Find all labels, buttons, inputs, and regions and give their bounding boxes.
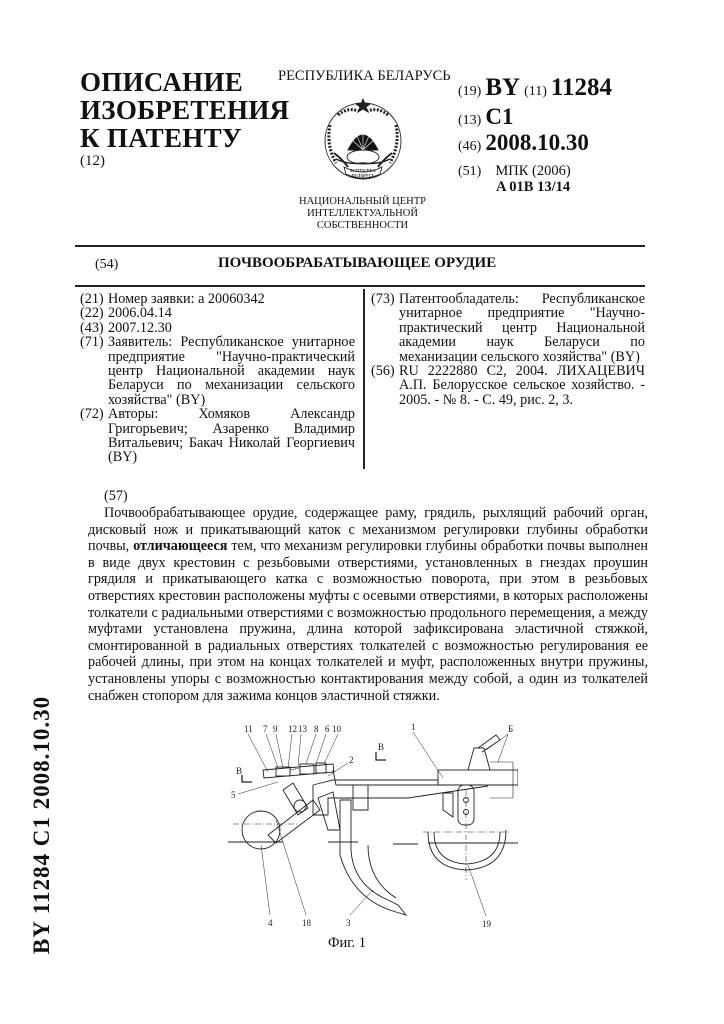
ipc-row (458, 162, 571, 180)
country-code: BY (485, 74, 521, 101)
patent-number: 11284 (550, 74, 612, 101)
section-mark-right: В (378, 742, 385, 752)
depth-adjust-mechanism (263, 764, 334, 778)
inid-11: (11) (524, 84, 547, 99)
office-name (290, 196, 435, 232)
label-8: 8 (314, 724, 319, 734)
label-13: 13 (298, 724, 307, 734)
office-name-line-1: НАЦИОНАЛЬНЫЙ ЦЕНТР (298, 196, 426, 207)
label-12: 12 (288, 724, 297, 734)
biblio-item-73: (73) Патентообладатель: Республиканское унитарное предприятие "Научно-практический центр Национальной академии наук Беларуси по механизации сельского хозяйства" (BY) (371, 291, 645, 365)
ground-lines (228, 842, 518, 844)
biblio-item-71: (71) Заявитель: Республиканское унитарное предприятие "Научно-практический центр Национальной академии наук Беларуси по механизации сельского хозяйства" (BY) (80, 334, 355, 408)
state-emblem-icon (318, 95, 408, 187)
ipc-label: МПК (2006) (495, 163, 571, 179)
emblem-text-2: БЕЛАРУСЬ (351, 173, 375, 178)
document-title-line-2: ИЗОБРЕТЕНИЯ (80, 95, 290, 125)
label-B-tower: Б (508, 724, 514, 734)
label-4: 4 (268, 918, 273, 928)
frame-beam (438, 770, 518, 785)
office-name-line-3: СОБСТВЕННОСТИ (316, 220, 409, 231)
side-identifier: BY 11284 C1 2008.10.30 (29, 695, 54, 955)
label-3: 3 (346, 918, 351, 928)
publication-date-row (458, 130, 589, 156)
invention-title: ПОЧВООБРАБАТЫВАЮЩЕЕ ОРУДИЕ (218, 255, 497, 271)
divider-bottom (75, 285, 645, 287)
country-number-row (458, 74, 612, 102)
biblio-item-72: (72) Авторы: Хомяков Александр Григорьевич; Азаренко Владимир Витальевич; Бакач Николай Георгиевич (BY) (80, 406, 355, 466)
section-mark-left: В (236, 766, 243, 776)
label-19: 19 (482, 919, 491, 929)
label-7: 7 (263, 724, 268, 734)
biblio-item-22: (22) 2006.04.14 (80, 305, 172, 322)
emblem-text-1: ЕСПУБЛІКА (350, 168, 376, 173)
kind-code: (12) (80, 153, 105, 169)
label-18: 18 (302, 918, 311, 928)
abstract-text: Почвообрабатывающее орудие, содержащее раму, грядиль, рыхлящий рабочий орган, дисковый нож и прикатывающий каток с механизмом регулировки глубины обработки почвы, отличающееся тем, что механизм регулировки глубины обработки почвы выполнен в виде двух крестовин с резьбовыми отверстиями, установленных в гнездах проушин грядиля и прикатывающего катка с возможностью поворота, при этом в резьбовых отверстиях крестовин расположены муфты с осевыми отверстиями, в которых расположены толкатели с радиальными отверстиями с возможностью продольного перемещения, а между муфтами установлена пружина, длина которой зафиксирована эластичной стяжкой, смонтированной в радиальных отверстиях толкателей с возможностью регулирования ее рабочей длины, при этом на концах толкателей и муфт, расположенных внутри пружины, установлены упоры с возможностью контактирования между собой, а один из толкателей снабжен стопором для зажима концов эластичной стяжки. (88, 505, 649, 704)
label-6: 6 (325, 724, 330, 734)
figure-caption: Фиг. 1 (328, 935, 367, 951)
office-name-line-2: ИНТЕЛЛЕКТУАЛЬНОЙ (307, 208, 418, 219)
figure-1-drawing (228, 720, 518, 940)
inid-57: (57) (104, 488, 128, 504)
hitch-tower (468, 748, 490, 770)
label-9: 9 (273, 724, 278, 734)
inid-46: (46) (458, 139, 482, 154)
part-labels (231, 722, 513, 929)
kind-row (458, 104, 513, 130)
document-title-line-1: ОПИСАНИЕ (80, 67, 244, 97)
inid-54: (54) (95, 257, 119, 272)
document-title-line-3: К ПАТЕНТУ (80, 123, 242, 153)
biblio-item-56: (56) RU 2222880 C2, 2004. ЛИХАЦЕВИЧ А.П. Белорусское сельское хозяйство. - 2005. - № 8. - С. 49, рис. 2, 3. (371, 363, 645, 408)
biblio-left-column (80, 292, 355, 465)
inid-13: (13) (458, 113, 482, 128)
biblio-item-43: (43) 2007.12.30 (80, 319, 172, 336)
publication-date: 2008.10.30 (485, 130, 589, 155)
divider-top (75, 245, 645, 247)
ipc-class: A 01B 13/14 (496, 179, 571, 195)
label-5: 5 (231, 790, 236, 800)
abstract-characterizing-term: отличающееся (133, 538, 228, 555)
document-kind: C1 (485, 104, 514, 129)
label-1: 1 (411, 722, 416, 732)
inid-51: (51) (458, 164, 482, 179)
country-name: РЕСПУБЛИКА БЕЛАРУСЬ (278, 68, 451, 84)
label-2: 2 (349, 755, 354, 765)
column-divider (363, 289, 365, 469)
label-10: 10 (332, 724, 341, 734)
inid-19: (19) (458, 84, 482, 99)
label-11: 11 (244, 724, 253, 734)
biblio-right-column (371, 292, 645, 407)
biblio-item-21: (21) Номер заявки: a 20060342 (80, 291, 265, 307)
document-title (80, 68, 289, 152)
